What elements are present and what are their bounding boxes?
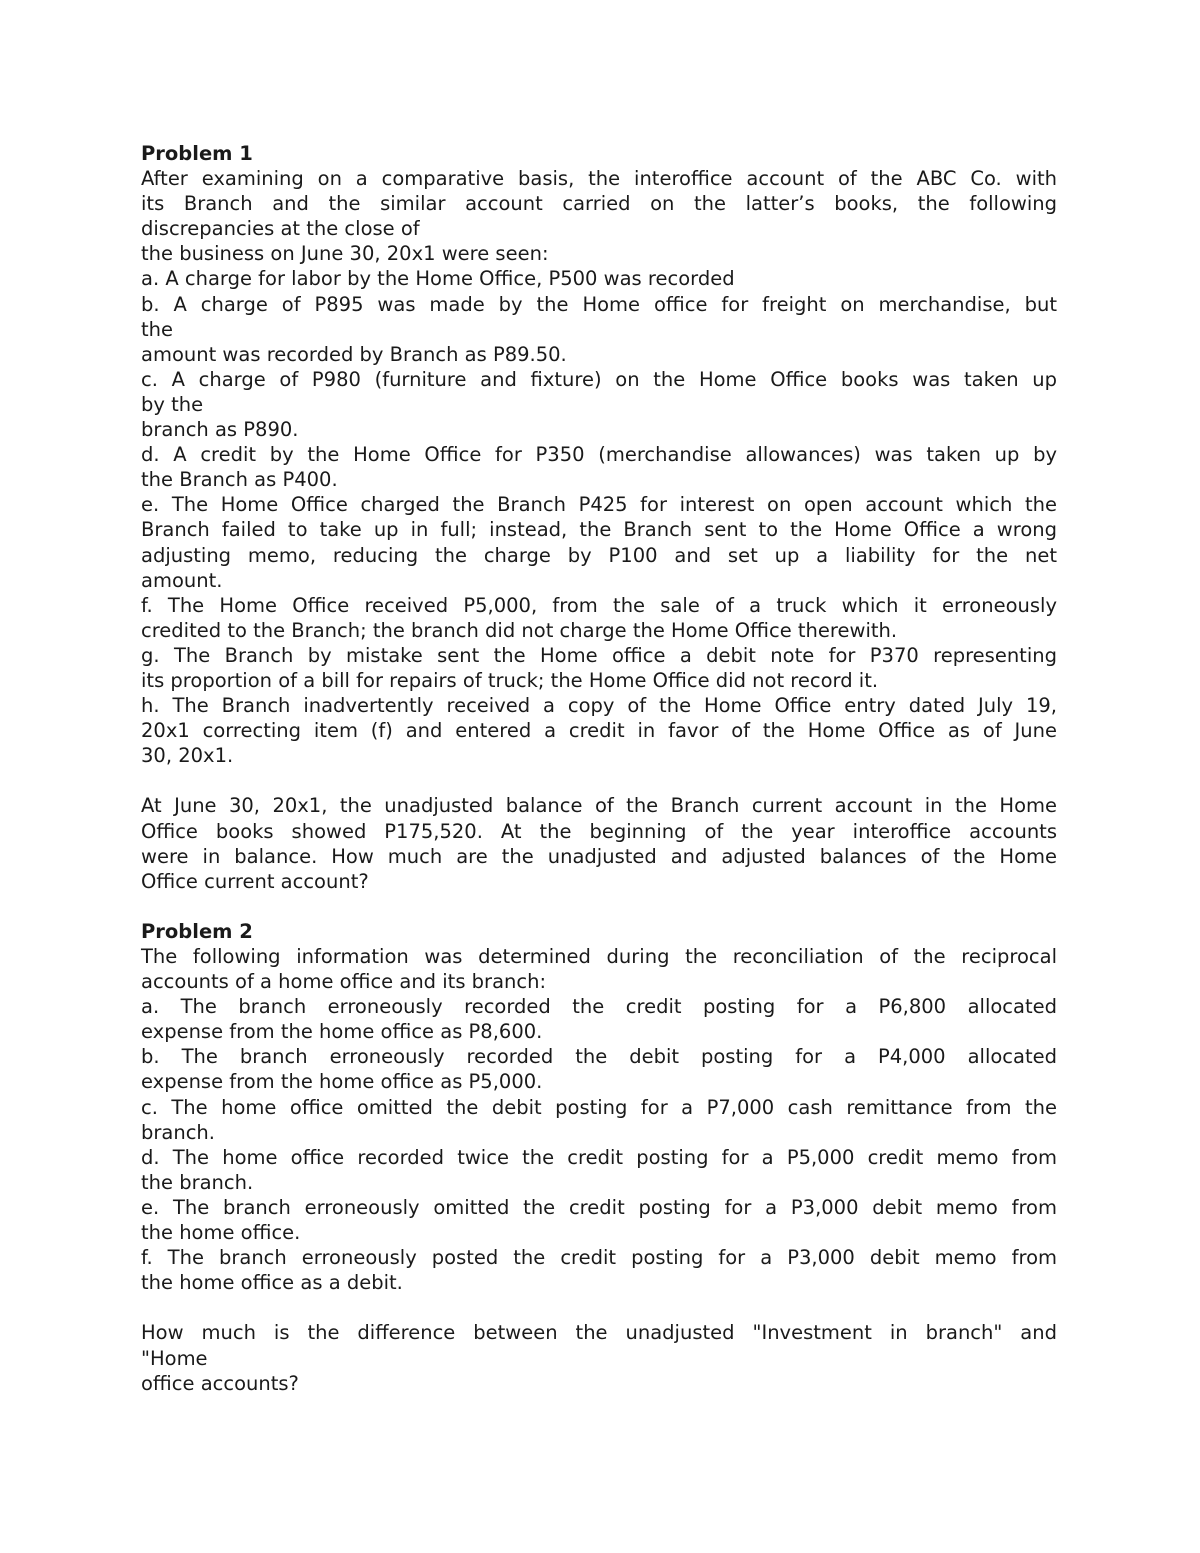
problem-1-intro-line: the business on June 30, 20x1 were seen: xyxy=(141,242,549,266)
problem-2-question-line: How much is the difference between the unadjusted "Investment in branch" and xyxy=(141,1321,1057,1345)
problem-2-intro-line: accounts of a home office and its branch: xyxy=(141,970,547,994)
problem-1-item-g: its proportion of a bill for repairs of truck; the Home Office did not record it. xyxy=(141,668,879,692)
paragraph-spacer xyxy=(141,894,1057,919)
problem-1-item-f: f. The Home Office received P5,000, from the sale of a truck which it erroneously xyxy=(141,593,1057,617)
problem-1-item-b: amount was recorded by Branch as P89.50. xyxy=(141,342,567,366)
problem-2-item-a: expense from the home office as P8,600. xyxy=(141,1020,543,1044)
problem-1-item-e: adjusting memo, reducing the charge by P100 and set up a liability for the net xyxy=(141,543,1057,567)
problem-1-item-c: by the xyxy=(141,392,204,416)
problem-2-question-line: "Home xyxy=(141,1346,208,1370)
problem-2-question-line: office accounts? xyxy=(141,1371,299,1395)
problem-1-item-a: a. A charge for labor by the Home Office, P500 was recorded xyxy=(141,267,735,291)
problem-2-item-e: the home office. xyxy=(141,1221,301,1245)
problem-1-question-line: were in balance. How much are the unadjusted and adjusted balances of the Home xyxy=(141,844,1057,868)
problem-2-item-c: c. The home office omitted the debit posting for a P7,000 cash remittance from the xyxy=(141,1095,1057,1119)
problem-1-intro-line: discrepancies at the close of xyxy=(141,217,420,241)
problem-1-item-h: 20x1 correcting item (f) and entered a credit in favor of the Home Office as of June xyxy=(141,719,1057,743)
problem-2-item-c: branch. xyxy=(141,1120,215,1144)
problem-2-item-d: the branch. xyxy=(141,1170,254,1194)
problem-1-item-f: credited to the Branch; the branch did not charge the Home Office therewith. xyxy=(141,618,898,642)
paragraph-spacer xyxy=(141,768,1057,793)
problem-1-item-g: g. The Branch by mistake sent the Home office a debit note for P370 representing xyxy=(141,643,1057,667)
problem-1-question-line: Office books showed P175,520. At the beginning of the year interoffice accounts xyxy=(141,819,1057,843)
problem-2-item-e: e. The branch erroneously omitted the credit posting for a P3,000 debit memo from xyxy=(141,1195,1057,1219)
problem-1-question-line: Office current account? xyxy=(141,869,369,893)
problem-1-item-c: branch as P890. xyxy=(141,418,299,442)
problem-2-item-f: f. The branch erroneously posted the credit posting for a P3,000 debit memo from xyxy=(141,1246,1057,1270)
problem-1-item-d: the Branch as P400. xyxy=(141,468,338,492)
problem-1-intro-line: After examining on a comparative basis, the interoffice account of the ABC Co. with xyxy=(141,167,1057,191)
problem-1-item-e: Branch failed to take up in full; instead, the Branch sent to the Home Office a wrong xyxy=(141,518,1057,542)
problem-1-item-h: h. The Branch inadvertently received a copy of the Home Office entry dated July 19, xyxy=(141,694,1057,718)
problem-2-item-b: expense from the home office as P5,000. xyxy=(141,1070,543,1094)
problem-1-intro-line: its Branch and the similar account carried on the latter’s books, the following xyxy=(141,192,1057,216)
problem-1-item-h: 30, 20x1. xyxy=(141,744,234,768)
problem-1-item-e: amount. xyxy=(141,568,223,592)
problem-1-item-d: d. A credit by the Home Office for P350 (merchandise allowances) was taken up by xyxy=(141,443,1057,467)
problem-2-item-b: b. The branch erroneously recorded the debit posting for a P4,000 allocated xyxy=(141,1045,1057,1069)
problem-2-item-d: d. The home office recorded twice the credit posting for a P5,000 credit memo from xyxy=(141,1145,1057,1169)
document-page xyxy=(141,141,1057,1396)
problem-1-item-b: b. A charge of P895 was made by the Home office for freight on merchandise, but xyxy=(141,292,1057,316)
problem-2-intro-line: The following information was determined during the reconciliation of the reciprocal xyxy=(141,945,1057,968)
problem-1-item-c: c. A charge of P980 (furniture and fixture) on the Home Office books was taken up xyxy=(141,367,1057,391)
problem-2-heading: Problem 2 xyxy=(141,919,253,943)
problem-1-question-line: At June 30, 20x1, the unadjusted balance of the Branch current account in the Home xyxy=(141,794,1057,818)
problem-1-heading: Problem 1 xyxy=(141,142,253,165)
problem-1-item-e: e. The Home Office charged the Branch P425 for interest on open account which the xyxy=(141,493,1057,517)
problem-2-item-a: a. The branch erroneously recorded the credit posting for a P6,800 allocated xyxy=(141,995,1057,1019)
problem-1-item-b: the xyxy=(141,317,174,341)
paragraph-spacer xyxy=(141,1295,1057,1320)
problem-2-item-f: the home office as a debit. xyxy=(141,1271,403,1295)
